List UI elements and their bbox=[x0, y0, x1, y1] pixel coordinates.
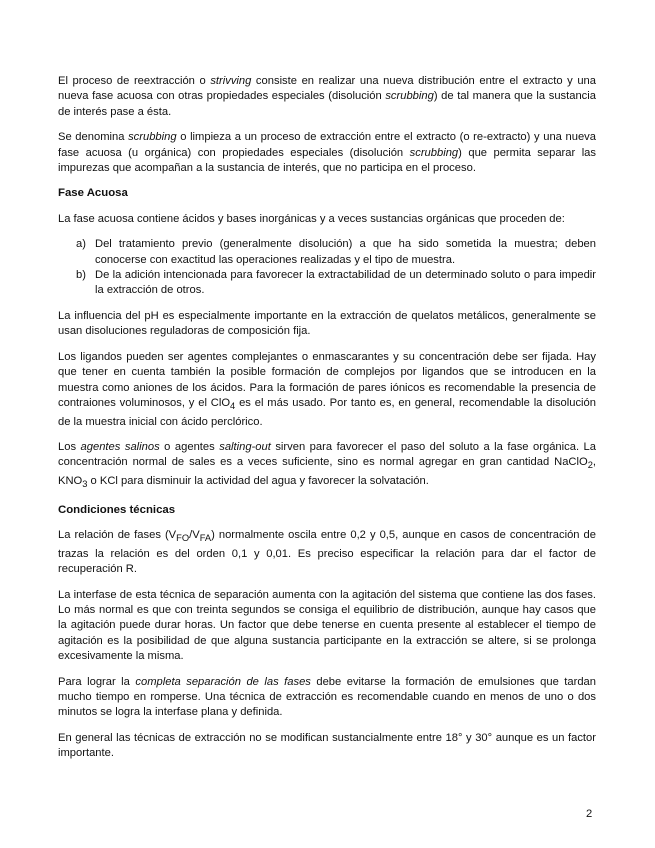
list-item: b) De la adición intencionada para favorecer la extractabilidad de un determinado soluto o para impedir la extracción de otros. bbox=[76, 269, 596, 297]
list-item: a) Del tratamiento previo (generalmente disolución) a que ha sido sometida la muestra; deben conocerse con exactitud las operaciones realizadas y el tipo de muestra. bbox=[76, 238, 596, 266]
paragraph-ph-influence: La influencia del pH es especialmente importante en la extracción de quelatos metálicos, generalmente se usan disoluciones reguladoras de composición fija. bbox=[58, 309, 596, 338]
paragraph-salting-out: Los agentes salinos o agentes salting-out sirven para favorecer el paso del soluto a la fase orgánica. La concentración normal de sales es a veces suficiente, sino es normal agregar en gran cantidad NaClO$_2$, $KNO_3$ o KCl para disminuir la actividad del agua y favorecer la solvatación. bbox=[58, 440, 596, 490]
paragraph-phase-separation: Para lograr la completa separación de las fases debe evitarse la formación de emulsiones que tardan mucho tiempo en romperse. Una técnica de extracción es recomendable cuando en menos de uno o dos minutos se logra la interfase plana y definida. bbox=[58, 675, 596, 719]
list-marker: b) bbox=[76, 269, 86, 282]
paragraph-agitation: La interfase de esta técnica de separación aumenta con la agitación del sistema que contiene las dos fases. Lo más normal es que con treinta segundos se consiga el equilibrio de distribución, aunque hay casos que la agitación puede durar horas. Un factor que debe tenerse en cuenta presente al establecer el tiempo de agitación es la posibilidad de que alguna sustancia participante en la extracción se altere, si se prolonga excesivamente la misma. bbox=[58, 588, 596, 663]
heading-fase-acuosa: Fase Acuosa bbox=[58, 187, 128, 200]
paragraph-temperature: En general las técnicas de extracción no se modifican sustancialmente entre 18° y 30° aunque es un factor importante. bbox=[58, 731, 596, 760]
page-number: 2 bbox=[586, 808, 593, 820]
paragraph-phase-ratio: La relación de fases $(V_{FO}/V_{FA})$ normalmente oscila entre 0,2 y 0,5, aunque en casos de concentración de trazas la relación es del orden 0,1 y 0,01. Es preciso especificar la relación para dar el factor de recuperación R. bbox=[58, 529, 596, 576]
paragraph-scrubbing: Se denomina scrubbing o limpieza a un proceso de extracción entre el extracto (o re-extracto) y una nueva fase acuosa (u orgánica) con propiedades especiales (disolución scrubbing) que permita separar las impurezas que acompañan a la sustancia de interés, que no participa en el proceso. bbox=[58, 131, 596, 175]
paragraph-ligands: Los ligandos pueden ser agentes complejantes o enmascarantes y su concentración debe ser fijada. Hay que tener en cuenta también la posible formación de complejos por ligandos que se introducen en la muestra como aniones de los ácidos. Para la formación de pares iónicos es recomendable la presencia de contraiones voluminosos, y el ClO$_4$ es el más usado. Por tanto es, en general, recomendable la disolución de la muestra inicial con ácido perclórico. bbox=[58, 350, 596, 428]
origin-list bbox=[58, 237, 596, 299]
paragraph-restripping: El proceso de reextracción o strivving consiste en realizar una nueva distribución entre el extracto y una nueva fase acuosa con otras propiedades especiales (disolución scrubbing) de tal manera que la sustancia de interés pase a ésta. bbox=[58, 75, 596, 118]
page-body bbox=[58, 74, 596, 772]
list-marker: a) bbox=[76, 238, 86, 251]
paragraph-fase-acuosa-intro: La fase acuosa contiene ácidos y bases inorgánicas y a veces sustancias orgánicas que proceden de: bbox=[58, 212, 565, 225]
heading-condiciones-tecnicas: Condiciones técnicas bbox=[58, 503, 176, 516]
